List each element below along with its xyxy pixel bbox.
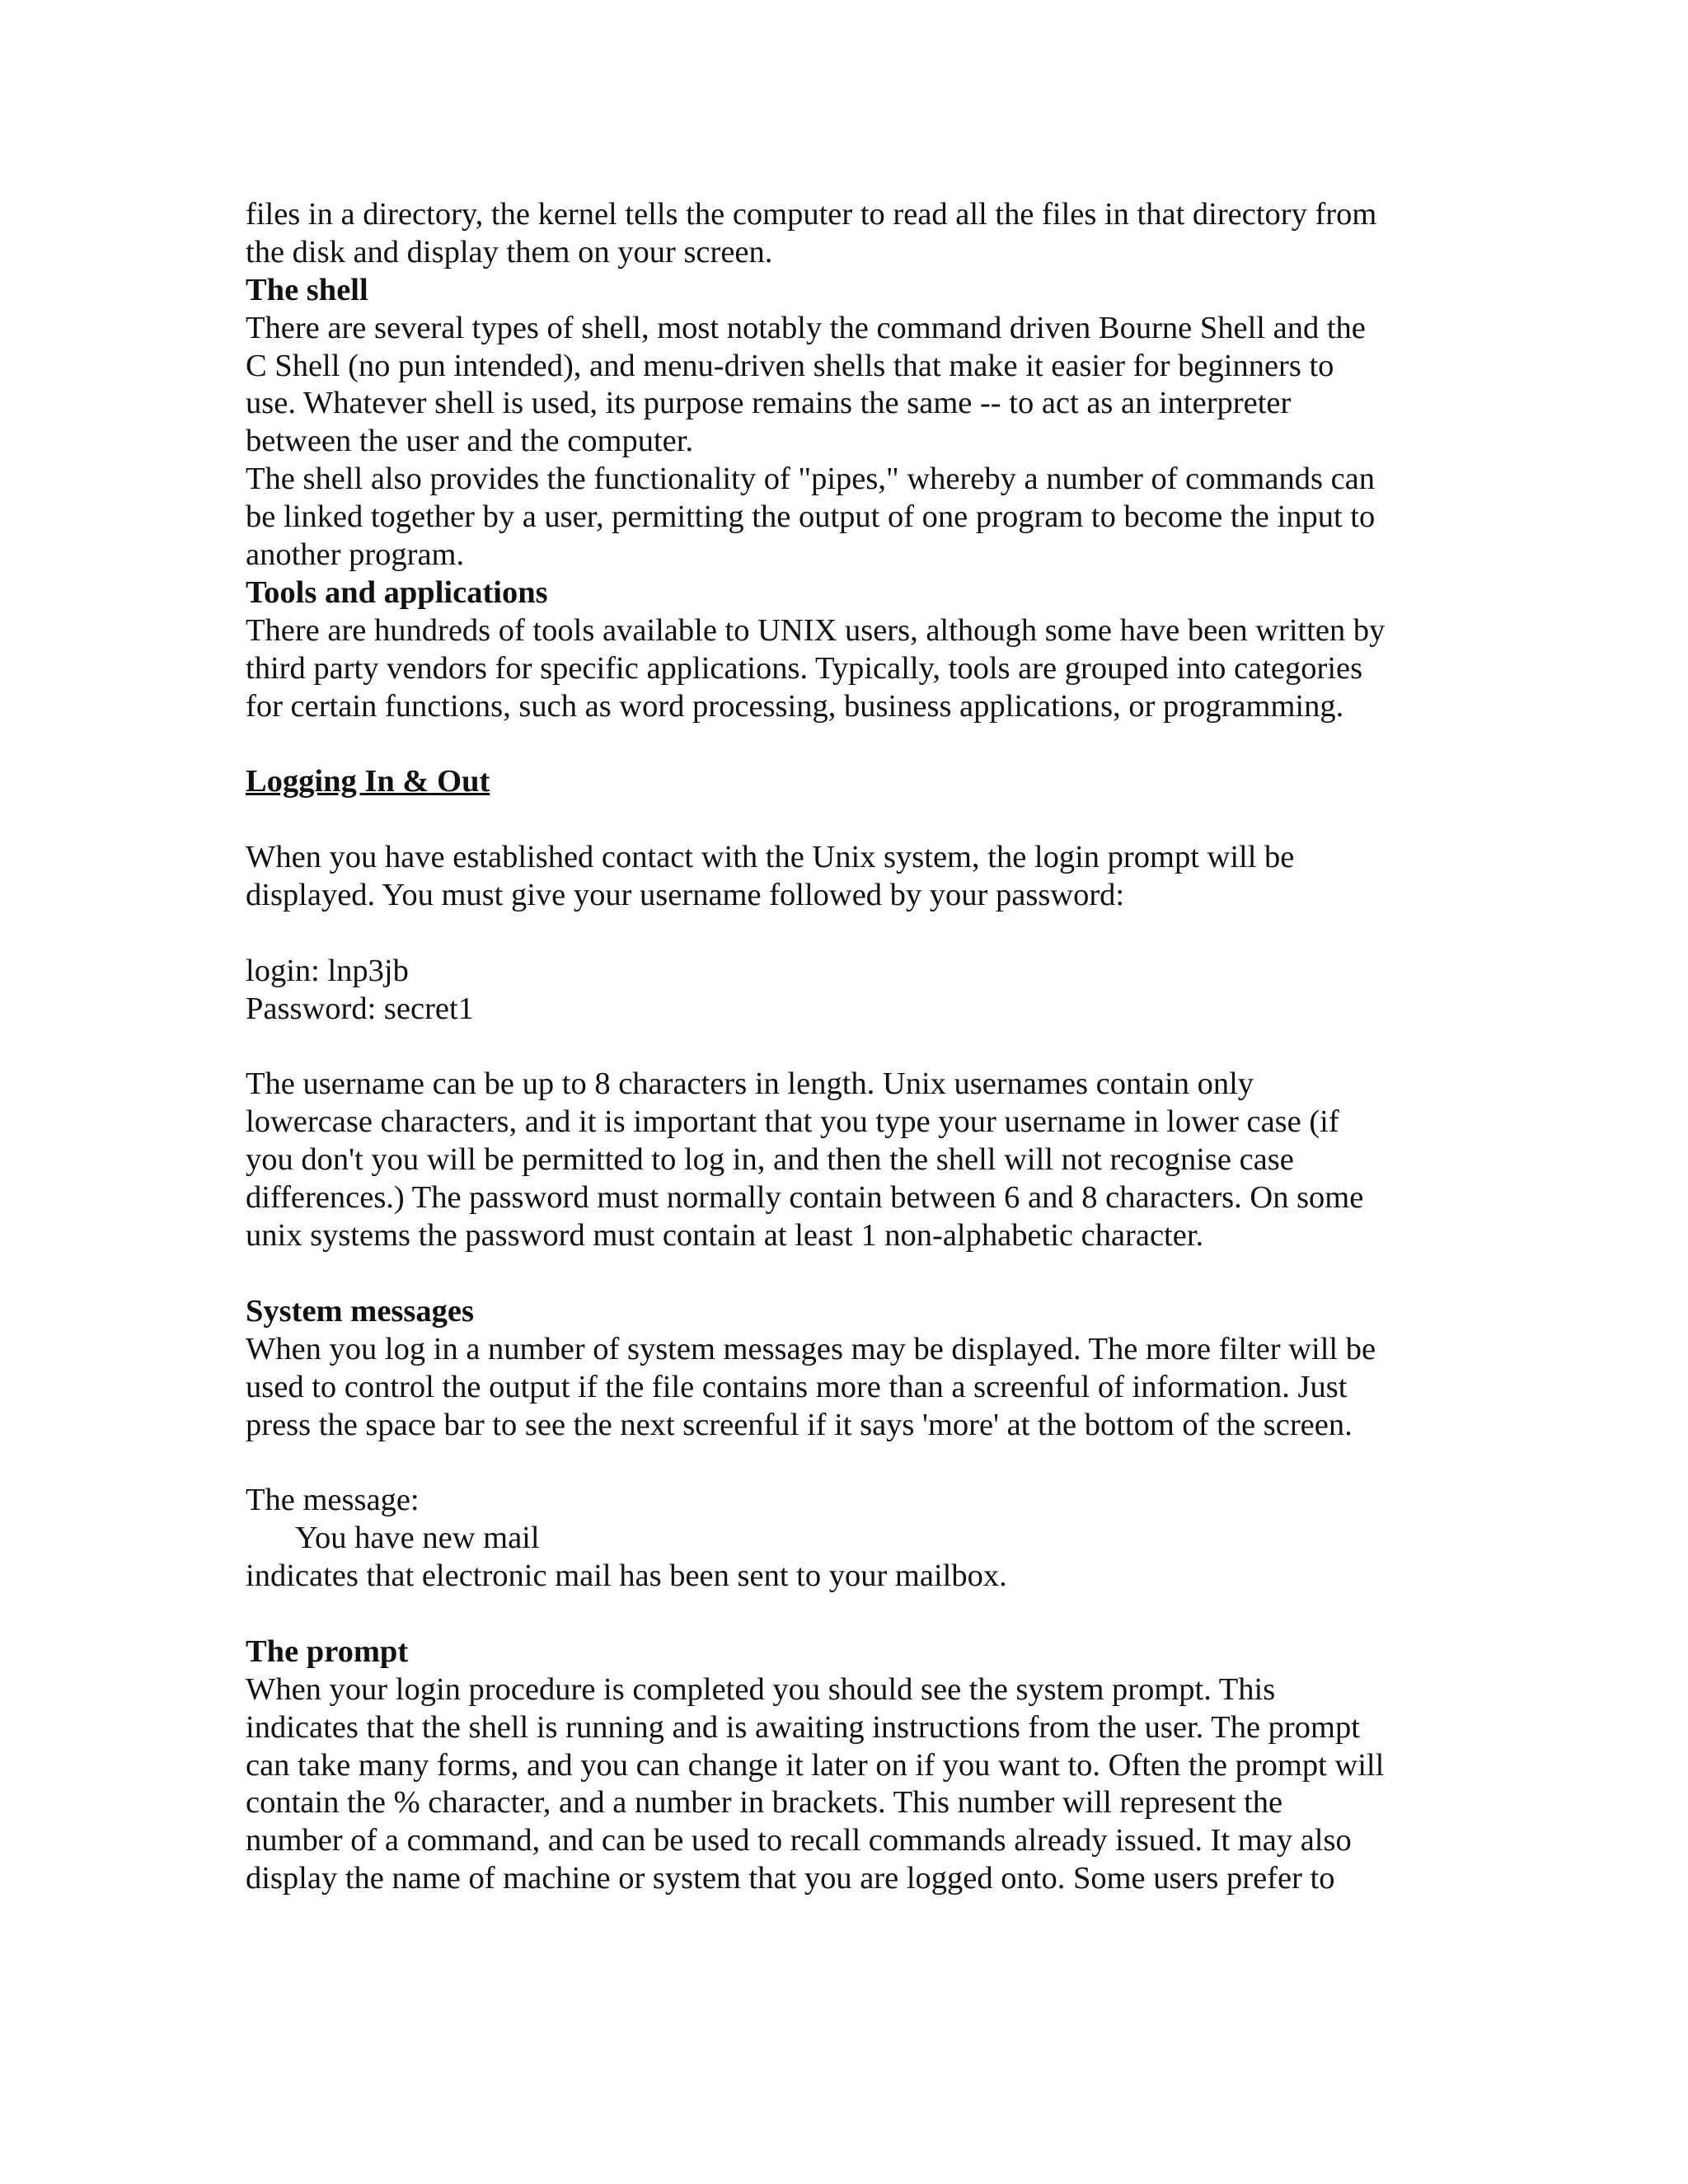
- logging-heading: Logging In & Out: [246, 764, 490, 799]
- text-line: used to control the output if the file contains more than a screenful of information. Just: [246, 1369, 1348, 1404]
- tools-paragraph: [246, 612, 1449, 726]
- text-line: be linked together by a user, permitting the output of one program to become the input to: [246, 499, 1376, 535]
- shell-paragraph-1: [246, 310, 1449, 462]
- text-line: lowercase characters, and it is important that you type your username in lower case (if: [246, 1104, 1339, 1140]
- shell-heading: The shell: [246, 272, 368, 307]
- text-line: When your login procedure is completed you should see the system prompt. This: [246, 1671, 1276, 1707]
- text-line: When you have established contact with the Unix system, the login prompt will be: [246, 840, 1295, 875]
- system-messages-paragraph: [246, 1331, 1449, 1445]
- system-messages-heading: System messages: [246, 1293, 474, 1329]
- text-line: indicates that the shell is running and is awaiting instructions from the user. The prompt: [246, 1709, 1360, 1745]
- text-line: The username can be up to 8 characters in length. Unix usernames contain only: [246, 1066, 1254, 1102]
- message-explanation: indicates that electronic mail has been sent to your mailbox.: [246, 1558, 1007, 1594]
- text-line: unix systems the password must contain at least 1 non-alphabetic character.: [246, 1218, 1204, 1254]
- message-label: The message:: [246, 1483, 420, 1518]
- text-line: you don't you will be permitted to log in, and then the shell will not recognise case: [246, 1142, 1294, 1178]
- password-line: Password: secret1: [246, 991, 474, 1026]
- logging-paragraph: [246, 839, 1449, 915]
- text-line: third party vendors for specific applications. Typically, tools are grouped into categories: [246, 650, 1363, 686]
- text-line: press the space bar to see the next screenful if it says 'more' at the bottom of the screen.: [246, 1407, 1353, 1442]
- text-line: number of a command, and can be used to recall commands already issued. It may also: [246, 1823, 1352, 1858]
- username-paragraph: [246, 1066, 1449, 1254]
- text-line: differences.) The password must normally contain between 6 and 8 characters. On some: [246, 1180, 1364, 1216]
- text-line: the disk and display them on your screen.: [246, 234, 773, 269]
- text-line: display the name of machine or system that you are logged onto. Some users prefer to: [246, 1861, 1335, 1896]
- text-line: can take many forms, and you can change it later on if you want to. Often the prompt will: [246, 1747, 1385, 1783]
- login-example: [246, 953, 1449, 1029]
- text-line: files in a directory, the kernel tells the computer to read all the files in that directory from: [246, 197, 1377, 232]
- document-page: [246, 196, 1449, 1898]
- prompt-heading: The prompt: [246, 1633, 409, 1669]
- text-line: displayed. You must give your username followed by your password:: [246, 878, 1125, 913]
- login-line: login: lnp3jb: [246, 953, 409, 988]
- text-line: The shell also provides the functionality of "pipes," whereby a number of commands can: [246, 462, 1376, 497]
- text-line: There are hundreds of tools available to UNIX users, although some have been written by: [246, 612, 1386, 648]
- text-line: another program.: [246, 537, 465, 573]
- spacer: [246, 1029, 1449, 1066]
- spacer: [246, 1444, 1449, 1482]
- shell-paragraph-2: [246, 461, 1449, 574]
- spacer: [246, 1596, 1449, 1633]
- text-line: between the user and the computer.: [246, 424, 694, 459]
- intro-paragraph: [246, 196, 1449, 272]
- text-line: There are several types of shell, most notably the command driven Bourne Shell and the: [246, 310, 1366, 345]
- spacer: [246, 915, 1449, 953]
- text-line: When you log in a number of system messages may be displayed. The more filter will be: [246, 1331, 1376, 1366]
- tools-heading: Tools and applications: [246, 574, 548, 610]
- text-line: C Shell (no pun intended), and menu-driven shells that make it easier for beginners to: [246, 348, 1334, 383]
- prompt-paragraph: [246, 1671, 1449, 1898]
- spacer: [246, 725, 1449, 763]
- text-line: for certain functions, such as word processing, business applications, or programming.: [246, 688, 1344, 724]
- message-example: You have new mail: [295, 1521, 540, 1556]
- text-line: use. Whatever shell is used, its purpose remains the same -- to act as an interpreter: [246, 386, 1292, 421]
- spacer: [246, 1255, 1449, 1293]
- spacer: [246, 801, 1449, 839]
- text-line: contain the % character, and a number in brackets. This number will represent the: [246, 1785, 1283, 1821]
